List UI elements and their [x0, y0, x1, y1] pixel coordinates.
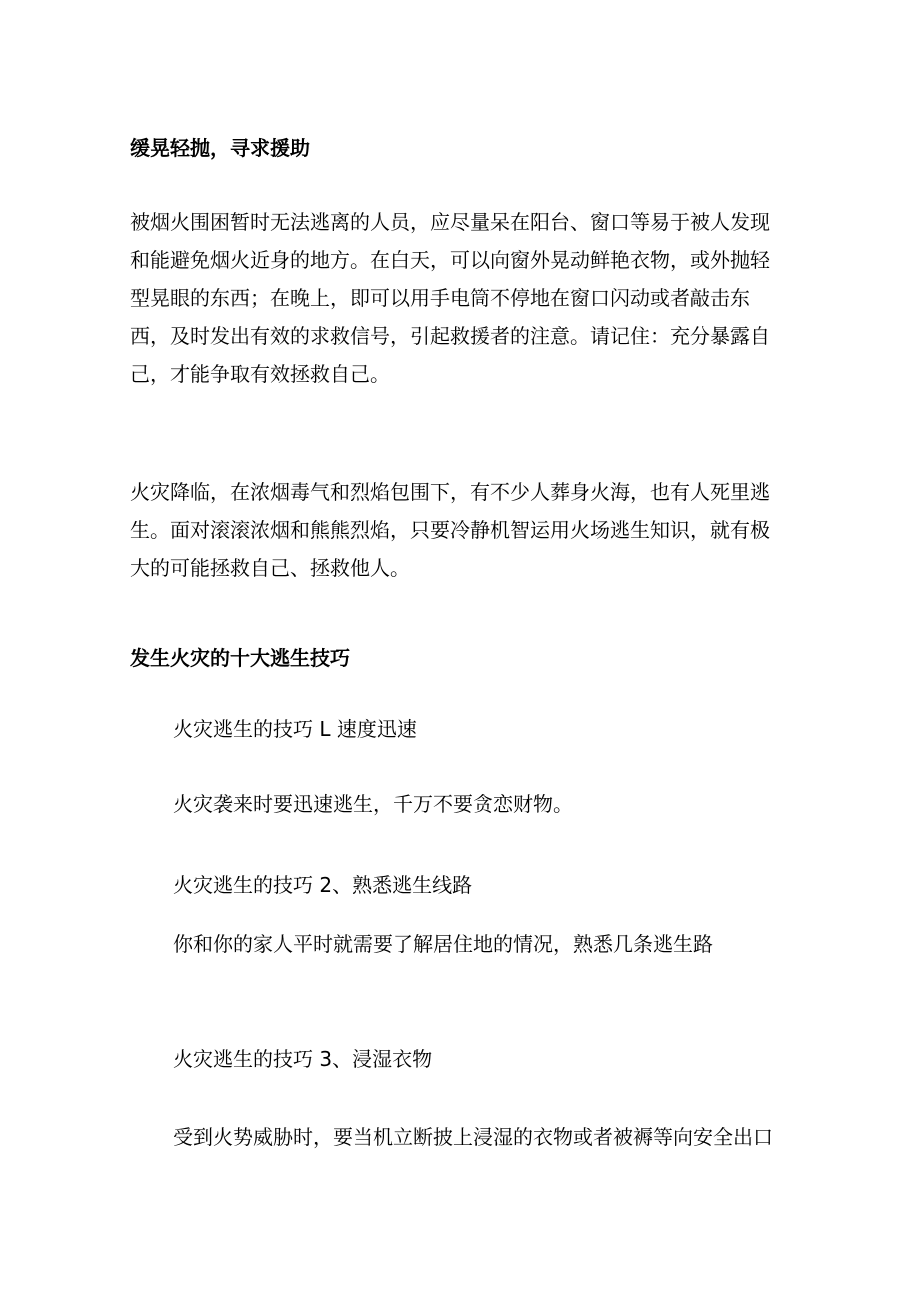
paragraph-line: 生。面对滚滚浓烟和熊熊烈焰，只要冷静机智运用火场逃生知识，就有极 [130, 518, 770, 542]
heading-signal-for-help: 缓晃轻抛，寻求援助 [130, 136, 310, 160]
tip-2-body: 你和你的家人平时就需要了解居住地的情况，熟悉几条逃生路 [173, 932, 713, 956]
tip-3-body: 受到火势威胁时，要当机立断披上浸湿的衣物或者被褥等向安全出口 [173, 1125, 773, 1149]
heading-ten-escape-tips: 发生火灾的十大逃生技巧 [130, 646, 350, 670]
paragraph-line: 型晃眼的东西；在晚上，即可以用手电筒不停地在窗口闪动或者敲击东 [130, 286, 750, 310]
paragraph-line: 被烟火围困暂时无法逃离的人员，应尽量呆在阳台、窗口等易于被人发现 [130, 210, 770, 234]
tip-1-title: 火灾逃生的技巧 L 速度迅速 [173, 717, 417, 741]
paragraph-line: 己，才能争取有效拯救自己。 [130, 362, 390, 386]
paragraph-fire-intro [130, 473, 780, 587]
tip-2-title: 火灾逃生的技巧 2、熟悉逃生线路 [173, 873, 473, 897]
paragraph-line: 西，及时发出有效的求救信号，引起救援者的注意。请记住：充分暴露自 [130, 324, 770, 348]
paragraph-line: 和能避免烟火近身的地方。在白天，可以向窗外晃动鲜艳衣物，或外抛轻 [130, 248, 770, 272]
paragraph-line: 大的可能拯救自己、拯救他人。 [130, 556, 410, 580]
paragraph-line: 火灾降临，在浓烟毒气和烈焰包围下，有不少人葬身火海，也有人死里逃 [130, 480, 770, 504]
tip-3-title: 火灾逃生的技巧 3、浸湿衣物 [173, 1047, 433, 1071]
tip-1-body: 火灾袭来时要迅速逃生，千万不要贪恋财物。 [173, 792, 573, 816]
paragraph-signal-for-help [130, 203, 780, 393]
